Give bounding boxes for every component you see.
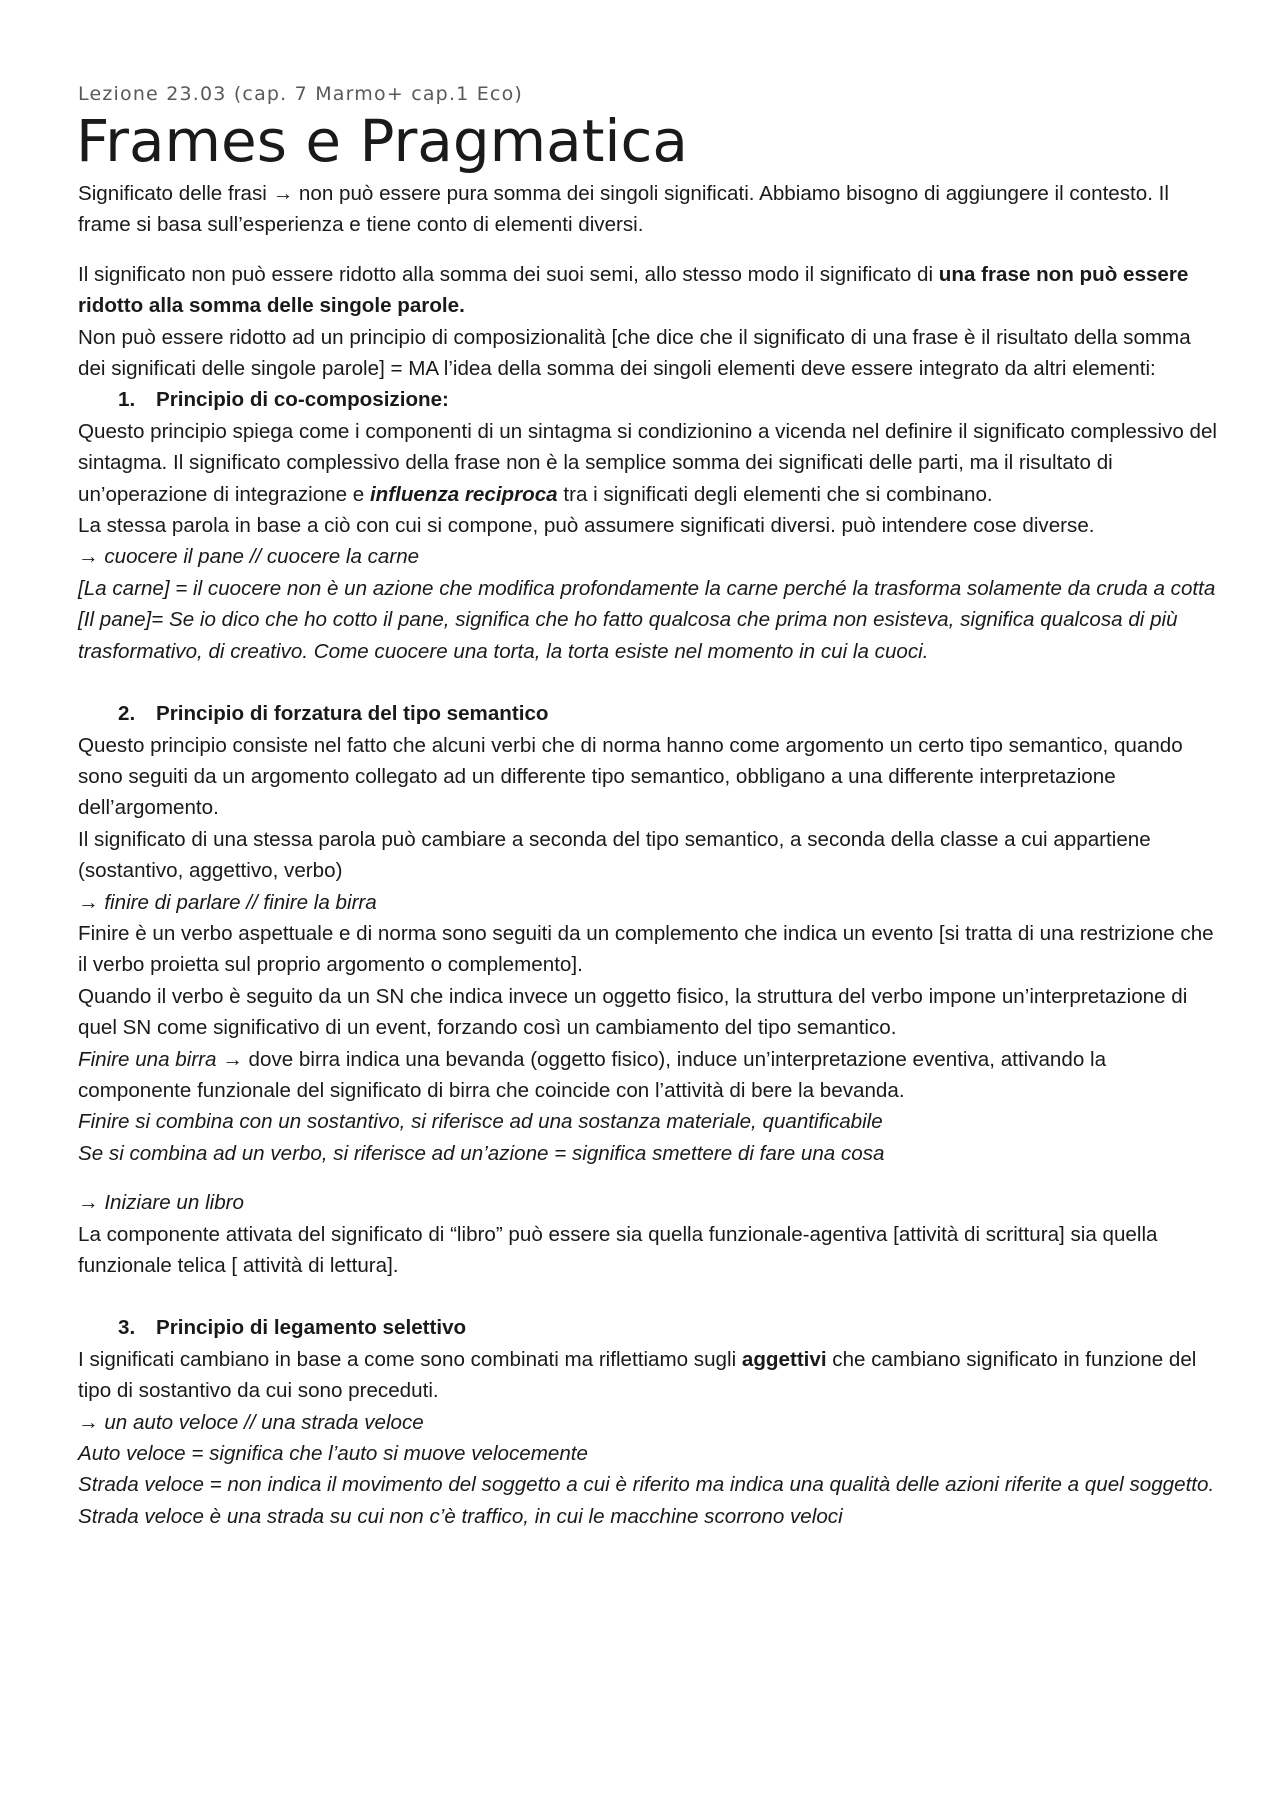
section-heading-co-composizione: 1. Principio di co-composizione:: [118, 388, 449, 412]
section-heading-legamento: 3. Principio di legamento selettivo: [118, 1316, 467, 1340]
section2-paragraph-3: Finire è un verbo aspettuale e di norma sono seguiti da un complemento che indica un evento [si tratta di una restrizione che il verbo proietta sul proprio argomento o complemento].: [78, 921, 1214, 977]
section2-paragraph: Questo principio consiste nel fatto che alcuni verbi che di norma hanno come argomento un certo tipo semantico, quando sono seguiti da un argomento collegato ad un differente tipo semantico, obbligano a una differente interpretazione dell’argomento.: [78, 733, 1183, 820]
arrow-icon: →: [78, 890, 99, 914]
arrow-icon: →: [222, 1047, 243, 1071]
section1-example: → cuocere il pane // cuocere la carne: [78, 545, 420, 569]
section1-example-pane: [Il pane]= Se io dico che ho cotto il pane, significa che ho fatto qualcosa che prima non esisteva, significa qualcosa di più trasformativo, di creativo. Come cuocere una torta, la torta esiste nel momento in cui la cuoci.: [78, 608, 1178, 663]
section2-note-1: Finire si combina con un sostantivo, si riferisce ad una sostanza materiale, quantificabile: [78, 1110, 883, 1134]
lesson-subtitle: Lezione 23.03 (cap. 7 Marmo+ cap.1 Eco): [78, 83, 524, 105]
section-heading-forzatura: 2. Principio di forzatura del tipo semantico: [118, 702, 549, 726]
arrow-icon: →: [272, 182, 294, 205]
document-body: [78, 80, 1218, 1532]
section3-paragraph: I significati cambiano in base a come sono combinati ma riflettiamo sugli aggettivi che cambiano significato in funzione del tipo di sostantivo da cui sono preceduti.: [78, 1347, 1197, 1403]
section1-example-carne: [La carne] = il cuocere non è un azione che modifica profondamente la carne perché la trasforma solamente da cruda a cotta: [78, 576, 1216, 600]
section3-example: → un auto veloce // una strada veloce: [78, 1410, 424, 1434]
intro-paragraph: Significato delle frasi → non può essere pura somma dei singoli significati. Abbiamo bisogno di aggiungere il contesto. Il frame si basa sull’esperienza e tiene conto di elementi diversi.: [78, 182, 1169, 237]
section1-paragraph-2: La stessa parola in base a ciò con cui si compone, può assumere significati diversi. può intendere cose diverse.: [78, 514, 1095, 538]
arrow-icon: →: [78, 1410, 99, 1434]
page-title: Frames e Pragmatica: [76, 107, 688, 175]
arrow-icon: →: [78, 545, 99, 569]
section3-example-strada: Strada veloce = non indica il movimento del soggetto a cui è riferito ma indica una qualità delle azioni riferite a quel soggetto. Strada veloce è una strada su cui non c’è traffico, in cui le macchine scorrono veloci: [78, 1473, 1215, 1528]
section2-paragraph-libro: La componente attivata del significato di “libro” può essere sia quella funzionale-agentiva [attività di scrittura] sia quella funzionale telica [ attività di lettura].: [78, 1222, 1158, 1277]
arrow-icon: →: [78, 1191, 99, 1215]
section2-paragraph-5: Finire una birra → dove birra indica una bevanda (oggetto fisico), induce un’interpretazione eventiva, attivando la componente funzionale del significato di birra che coincide con l’attività di bere la bevanda.: [78, 1047, 1107, 1102]
section1-paragraph: Questo principio spiega come i componenti di un sintagma si condizionino a vicenda nel definire il significato complessivo del sintagma. Il significato complessivo della frase non è la semplice somma dei significati delle parti, ma il risultato di un’operazione di integrazione e influenza reciproca tra i significati degli elementi che si combinano.: [78, 419, 1218, 506]
paragraph-composizionalita: Non può essere ridotto ad un principio di composizionalità [che dice che il significato di una frase è il risultato della somma dei significati delle singole parole] = MA l’idea della somma dei singoli elementi deve essere integrato da altri elementi:: [78, 325, 1191, 381]
section2-paragraph-2: Il significato di una stessa parola può cambiare a seconda del tipo semantico, a seconda della classe a cui appartiene (sostantivo, aggettivo, verbo): [78, 827, 1151, 883]
paragraph-semi: Il significato non può essere ridotto alla somma dei suoi semi, allo stesso modo il significato di una frase non può essere ridotto alla somma delle singole parole.: [78, 262, 1189, 318]
section2-note-2: Se si combina ad un verbo, si riferisce ad un’azione = significa smettere di fare una cosa: [78, 1141, 885, 1165]
section3-example-auto: Auto veloce = significa che l’auto si muove velocemente: [78, 1442, 588, 1466]
section2-example: → finire di parlare // finire la birra: [78, 890, 377, 914]
section2-example-2: → Iniziare un libro: [78, 1191, 244, 1215]
section2-paragraph-4: Quando il verbo è seguito da un SN che indica invece un oggetto fisico, la struttura del verbo impone un’interpretazione di quel SN come significativo di un event, forzando così un cambiamento del tipo semantico.: [78, 984, 1188, 1040]
